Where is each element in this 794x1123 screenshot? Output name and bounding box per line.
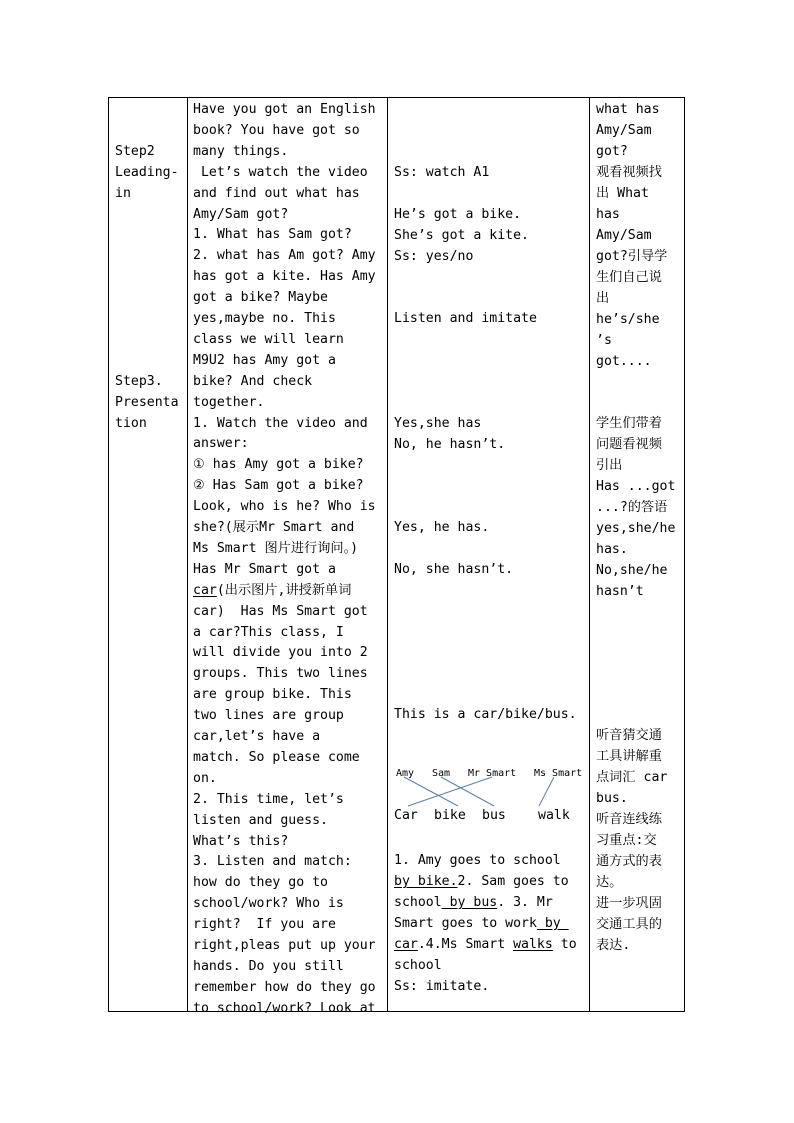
intent-line: has. [596, 542, 628, 557]
teacher-line: ② Has Sam got a bike? [193, 478, 364, 494]
intent-line: Amy/Sam [596, 228, 652, 243]
intent-line: ...?的答语 [596, 500, 668, 515]
teacher-line: are group bike. This [193, 687, 352, 703]
intent-line: No,she/he [596, 563, 668, 578]
teacher-line: hands. Do you still [193, 958, 344, 974]
student-line: She’s got a kite. [394, 228, 529, 243]
teacher-line: got a bike? Maybe [193, 290, 328, 306]
teacher-line: school/work? Who is [193, 896, 344, 912]
teacher-line: and find out what has [193, 185, 360, 201]
step3-line: Presenta [115, 395, 179, 410]
intent-line: what has [596, 102, 660, 117]
person-label-ms-smart: Ms Smart [534, 768, 583, 779]
intent-line: 问题看视频 [596, 437, 662, 452]
intent-line: 习重点:交 [596, 833, 657, 848]
step3-line: Step3. [115, 374, 163, 389]
intent-line: 通方式的表 [596, 854, 662, 869]
teacher-line: to school/work? Look at [193, 1000, 376, 1016]
teacher-line: Has Mr Smart got a [193, 561, 336, 577]
intent-line: 达。 [596, 875, 623, 890]
intent-line: 引出 [596, 458, 623, 473]
intent-line: 听音猜交通 [596, 728, 662, 743]
intent-line: 表达. [596, 938, 631, 953]
teacher-line: on. [193, 770, 217, 786]
teacher-line: car(出示图片,讲授新单词 [193, 582, 352, 598]
teacher-line: right? If you are [193, 917, 336, 933]
teacher-line: together. [193, 394, 265, 410]
teacher-line: class we will learn [193, 331, 344, 347]
student-line: No, she hasn’t. [394, 562, 514, 577]
teacher-line: Look, who is he? Who is [193, 499, 376, 515]
teacher-line: What’s this? [193, 833, 289, 849]
intent-line: 观看视频找 [596, 165, 662, 180]
student-activity-column [394, 100, 583, 994]
intent-line: 工具讲解重 [596, 749, 662, 764]
step-column [115, 100, 179, 431]
student-line: Yes, he has. [394, 520, 490, 535]
student-line: Listen and imitate [394, 311, 537, 326]
lesson-plan-table [108, 97, 685, 1016]
teacher-line: a car?This class, I [193, 624, 344, 640]
teacher-line: right,pleas put up your [193, 938, 376, 953]
intent-line: 出 What [596, 186, 649, 201]
teacher-line: book? You have got so [193, 122, 360, 138]
teacher-line: match. So please come [193, 749, 360, 765]
intent-line: 生们自己说 [596, 270, 662, 285]
intent-line: 学生们带着 [596, 416, 662, 431]
teacher-line: answer: [193, 436, 249, 452]
teacher-line: remember how do they go [193, 979, 376, 995]
person-label-mr-smart: Mr Smart [468, 768, 517, 779]
transport-label-walk: walk [538, 808, 570, 823]
answer-line: Smart goes to work by [394, 916, 569, 931]
student-line: Ss: watch A1 [394, 165, 490, 180]
answer-line: 1. Amy goes to school [394, 853, 561, 868]
column-divider [387, 98, 388, 1011]
intent-line: Has ...got [596, 479, 676, 494]
intent-line: hasn’t [596, 584, 644, 599]
transport-label-bike: bike [434, 808, 466, 823]
teacher-line: 1. What has Sam got? [193, 227, 352, 243]
answer-line: school [394, 958, 442, 973]
teacher-line: ① has Amy got a bike? [193, 457, 364, 473]
teacher-line: Amy/Sam got? [193, 206, 289, 222]
intent-line: has [596, 207, 620, 222]
transport-label-bus: bus [482, 808, 506, 823]
person-label-amy: Amy [396, 768, 415, 779]
teacher-line: Have you got an English [193, 102, 376, 117]
transport-label-car: Car [394, 808, 418, 823]
teacher-line: car) Has Ms Smart got [193, 603, 368, 619]
step3-line: tion [115, 416, 147, 431]
answer-line: Ss: imitate. [394, 979, 490, 994]
teacher-line: bike? And check [193, 373, 313, 389]
teacher-line: 1. Watch the video and [193, 415, 368, 431]
teacher-line: has got a kite. Has Amy [193, 269, 376, 285]
answer-line: school by bus. 3. Mr [394, 895, 553, 910]
teacher-line: how do they go to [193, 875, 328, 891]
teacher-line: many things. [193, 143, 289, 159]
step2-line: Leading- [115, 165, 179, 180]
intent-line: Amy/Sam [596, 123, 652, 138]
teacher-line: Ms Smart 图片进行询问。) [193, 540, 359, 556]
teacher-line: will divide you into 2 [193, 645, 368, 661]
student-line: He’s got a bike. [394, 207, 522, 222]
intent-line: ’s [596, 333, 612, 348]
student-line: No, he hasn’t. [394, 437, 506, 452]
design-intent-column [596, 100, 676, 953]
column-divider [589, 98, 590, 1011]
intent-line: got.... [596, 354, 652, 369]
intent-line: got? [596, 144, 628, 159]
teacher-line: listen and guess. [193, 812, 328, 828]
teacher-line: M9U2 has Amy got a [193, 352, 336, 368]
answer-line: by bike.2. Sam goes to [394, 874, 569, 889]
step2-line: in [115, 186, 131, 201]
teacher-line: yes,maybe no. This [193, 311, 336, 326]
intent-line: got?引导学 [596, 249, 668, 264]
intent-line: 进一步巩固 [596, 896, 662, 911]
student-line: Ss: yes/no [394, 249, 474, 264]
student-line: This is a car/bike/bus. [394, 707, 577, 722]
intent-line: yes,she/he [596, 521, 676, 536]
student-line: Yes,she has [394, 416, 482, 431]
intent-line: 交通工具的 [596, 917, 662, 932]
answer-line: car.4.Ms Smart walks to [394, 937, 577, 952]
intent-line: 听音连线练 [596, 812, 662, 827]
matching-diagram [394, 764, 586, 834]
intent-line: he’s/she [596, 312, 660, 327]
teacher-line: Let’s watch the video [193, 164, 368, 180]
intent-line: bus. [596, 791, 628, 806]
teacher-line: she?(展示Mr Smart and [193, 520, 355, 535]
intent-line: 出 [596, 291, 610, 306]
intent-line: 点词汇 car [596, 770, 668, 785]
person-label-sam: Sam [432, 768, 451, 779]
column-divider [187, 98, 188, 1011]
teacher-line: 2. This time, let’s [193, 791, 344, 807]
teacher-line: car,let’s have a [193, 729, 321, 744]
teacher-line: groups. This two lines [193, 666, 368, 682]
teacher-line: two lines are group [193, 708, 344, 724]
teacher-line: 2. what has Am got? Amy [193, 248, 376, 264]
step2-line: Step2 [115, 144, 155, 159]
teacher-line: 3. Listen and match: [193, 854, 352, 870]
